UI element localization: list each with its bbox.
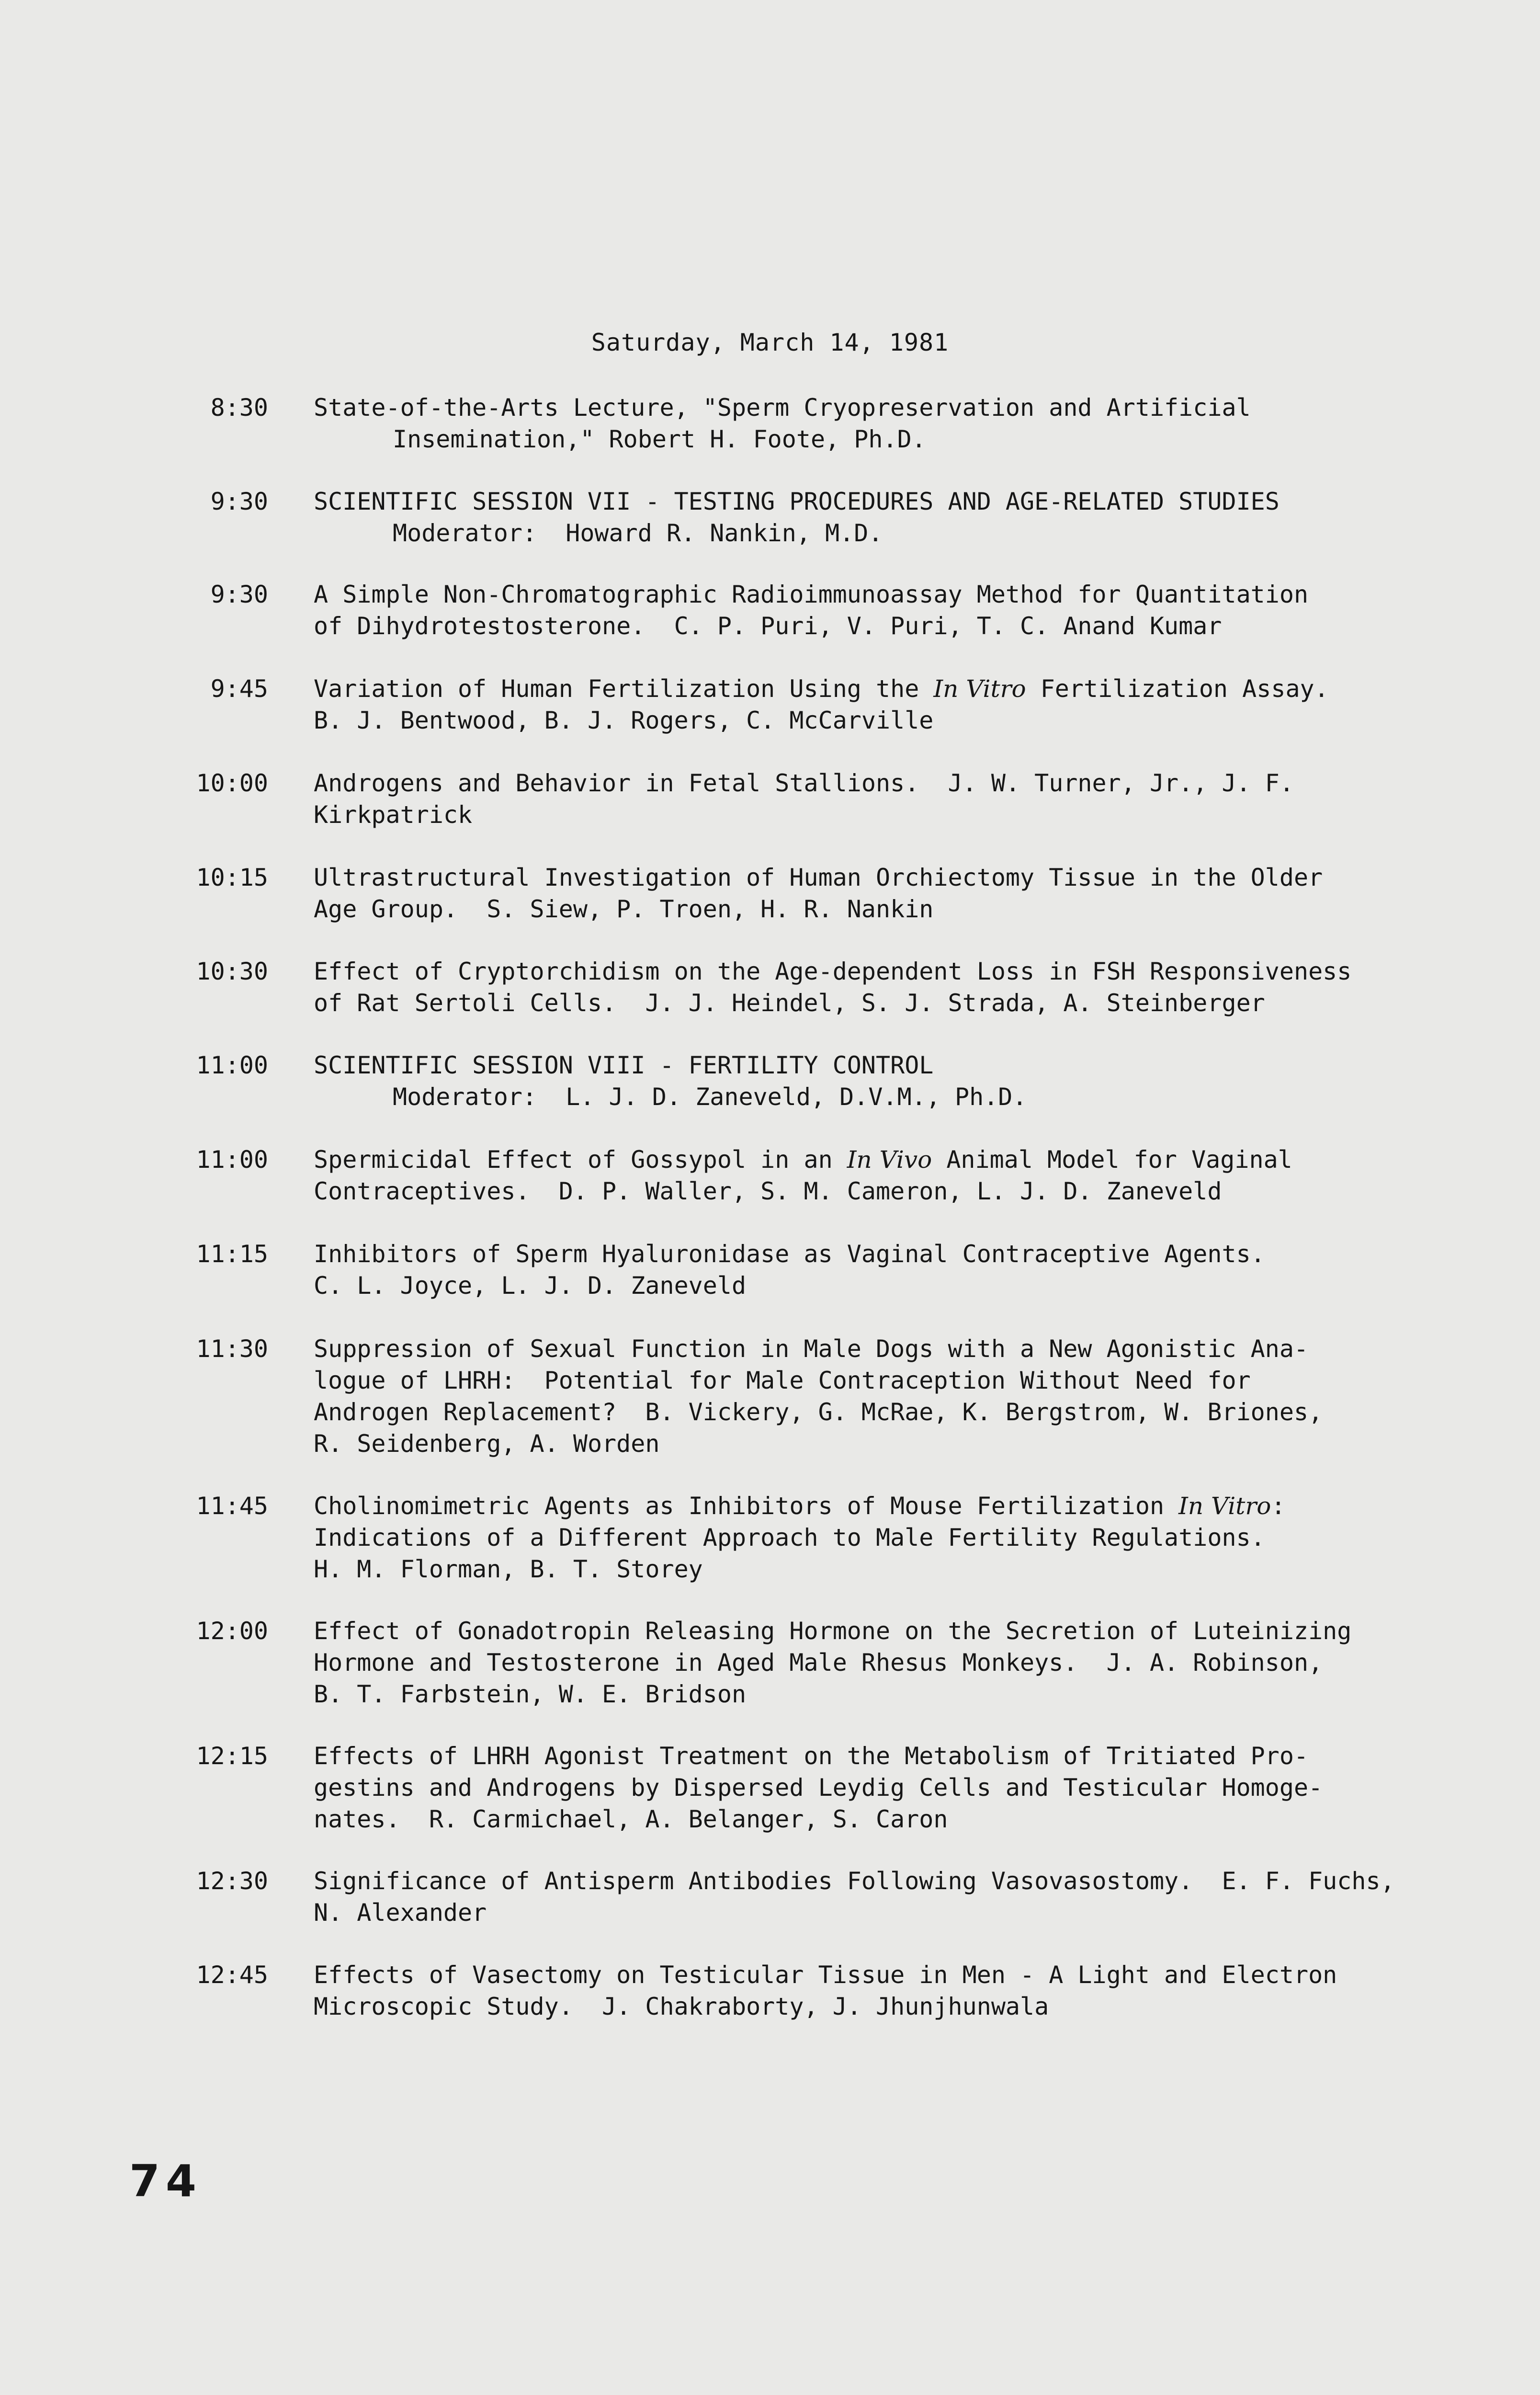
entry-time: 9:30	[210, 488, 268, 515]
entry-italic-term: In Vivo	[847, 1146, 932, 1174]
entry-line: Effects of Vasectomy on Testicular Tissue in Men - A Light and Electron	[314, 1961, 1337, 1989]
entry-line: of Rat Sertoli Cells. J. J. Heindel, S. J. Strada, A. Steinberger	[314, 989, 1265, 1017]
entry-line: R. Seidenberg, A. Worden	[314, 1430, 660, 1458]
entry-time: 10:30	[196, 958, 268, 985]
entry-italic-term: In Vitro	[933, 675, 1026, 703]
entry-line: State-of-the-Arts Lecture, "Sperm Cryopreservation and Artificial	[314, 394, 1251, 422]
entry-line: Androgen Replacement? B. Vickery, G. McRae, K. Bergstrom, W. Briones,	[314, 1398, 1323, 1426]
entry-text-segment: Animal Model for Vaginal	[932, 1146, 1292, 1174]
entry-text	[314, 1740, 1492, 1835]
entry-time: 10:15	[196, 864, 268, 891]
entry-text-segment: Fertilization Assay.	[1026, 675, 1329, 703]
entry-line	[314, 673, 1492, 705]
entry-line: H. M. Florman, B. T. Storey	[314, 1555, 703, 1583]
session-moderator: Moderator: Howard R. Nankin, M.D.	[393, 519, 883, 547]
entry-line: Suppression of Sexual Function in Male Dogs with a New Agonistic Ana-	[314, 1335, 1309, 1363]
entry-time: 11:00	[196, 1146, 268, 1174]
entry-line: C. L. Joyce, L. J. D. Zaneveld	[314, 1272, 747, 1300]
entry-line	[314, 1490, 1492, 1522]
entry-italic-term: In Vitro	[1178, 1492, 1271, 1520]
entry-line: Androgens and Behavior in Fetal Stallions. J. W. Turner, Jr., J. F.	[314, 769, 1294, 797]
entry-time: 12:45	[196, 1961, 268, 1989]
entry-text	[314, 1865, 1492, 1928]
entry-line: Effects of LHRH Agonist Treatment on the Metabolism of Tritiated Pro-	[314, 1742, 1309, 1770]
entry-text	[314, 1049, 1492, 1113]
entry-time: 11:15	[196, 1240, 268, 1268]
entry-line: N. Alexander	[314, 1899, 487, 1927]
entry-line: B. T. Farbstein, W. E. Bridson	[314, 1680, 747, 1708]
entry-line: nates. R. Carmichael, A. Belanger, S. Caron	[314, 1805, 948, 1833]
entry-text-segment: Spermicidal Effect of Gossypol in an	[314, 1146, 847, 1174]
entry-line: gestins and Androgens by Dispersed Leydig Cells and Testicular Homoge-	[314, 1774, 1323, 1802]
entry-time: 11:00	[196, 1051, 268, 1079]
entry-line: Insemination," Robert H. Foote, Ph.D.	[393, 425, 926, 453]
entry-text	[314, 1615, 1492, 1710]
entry-line: B. J. Bentwood, B. J. Rogers, C. McCarville	[314, 707, 934, 734]
page-number: 74	[129, 2156, 203, 2207]
entry-line: Indications of a Different Approach to Male Fertility Regulations.	[314, 1524, 1265, 1551]
entry-text-segment: Cholinomimetric Agents as Inhibitors of Mouse Fertilization	[314, 1492, 1179, 1520]
entry-text	[314, 767, 1492, 831]
session-title: SCIENTIFIC SESSION VIII - FERTILITY CONTROL	[314, 1051, 934, 1079]
entry-line: Age Group. S. Siew, P. Troen, H. R. Nankin	[314, 895, 934, 923]
entry-time: 9:45	[210, 675, 268, 703]
session-title: SCIENTIFIC SESSION VII - TESTING PROCEDURES AND AGE-RELATED STUDIES	[314, 488, 1280, 515]
entry-line: A Simple Non-Chromatographic Radioimmunoassay Method for Quantitation	[314, 581, 1309, 608]
entry-line: Inhibitors of Sperm Hyaluronidase as Vaginal Contraceptive Agents.	[314, 1240, 1265, 1268]
entry-text	[314, 1238, 1492, 1301]
entry-text	[314, 579, 1492, 642]
entry-line	[314, 1144, 1492, 1175]
entry-time: 11:45	[196, 1492, 268, 1520]
entry-line: logue of LHRH: Potential for Male Contraception Without Need for	[314, 1367, 1251, 1394]
session-moderator: Moderator: L. J. D. Zaneveld, D.V.M., Ph.D.	[393, 1083, 1027, 1111]
entry-time: 8:30	[210, 394, 268, 422]
date-heading: Saturday, March 14, 1981	[591, 329, 949, 356]
entry-text	[314, 1959, 1492, 2022]
entry-text-segment: Variation of Human Fertilization Using the	[314, 675, 934, 703]
entry-time: 12:00	[196, 1617, 268, 1645]
entry-time: 11:30	[196, 1335, 268, 1363]
entry-line: Kirkpatrick	[314, 801, 473, 829]
entry-text	[314, 392, 1492, 455]
entry-text-segment: :	[1271, 1492, 1286, 1520]
entry-time: 12:15	[196, 1742, 268, 1770]
entry-time: 12:30	[196, 1867, 268, 1895]
entry-line: Hormone and Testosterone in Aged Male Rhesus Monkeys. J. A. Robinson,	[314, 1649, 1323, 1676]
entry-line: of Dihydrotestosterone. C. P. Puri, V. Puri, T. C. Anand Kumar	[314, 612, 1222, 640]
entry-line: Effect of Cryptorchidism on the Age-dependent Loss in FSH Responsiveness	[314, 958, 1352, 985]
entry-text	[314, 1490, 1492, 1585]
entry-text	[314, 1144, 1492, 1207]
entry-line: Significance of Antisperm Antibodies Following Vasovasostomy. E. F. Fuchs,	[314, 1867, 1395, 1895]
entry-line: Microscopic Study. J. Chakraborty, J. Jhunjhunwala	[314, 1993, 1049, 2020]
entry-line: Effect of Gonadotropin Releasing Hormone on the Secretion of Luteinizing	[314, 1617, 1352, 1645]
entry-text	[314, 1333, 1492, 1460]
entry-line: Contraceptives. D. P. Waller, S. M. Cameron, L. J. D. Zaneveld	[314, 1177, 1222, 1205]
entry-line: Ultrastructural Investigation of Human Orchiectomy Tissue in the Older	[314, 864, 1323, 891]
entry-time: 10:00	[196, 769, 268, 797]
entry-text	[314, 673, 1492, 736]
entry-time: 9:30	[210, 581, 268, 608]
entry-text	[314, 486, 1492, 549]
entry-text	[314, 862, 1492, 925]
entry-text	[314, 956, 1492, 1019]
